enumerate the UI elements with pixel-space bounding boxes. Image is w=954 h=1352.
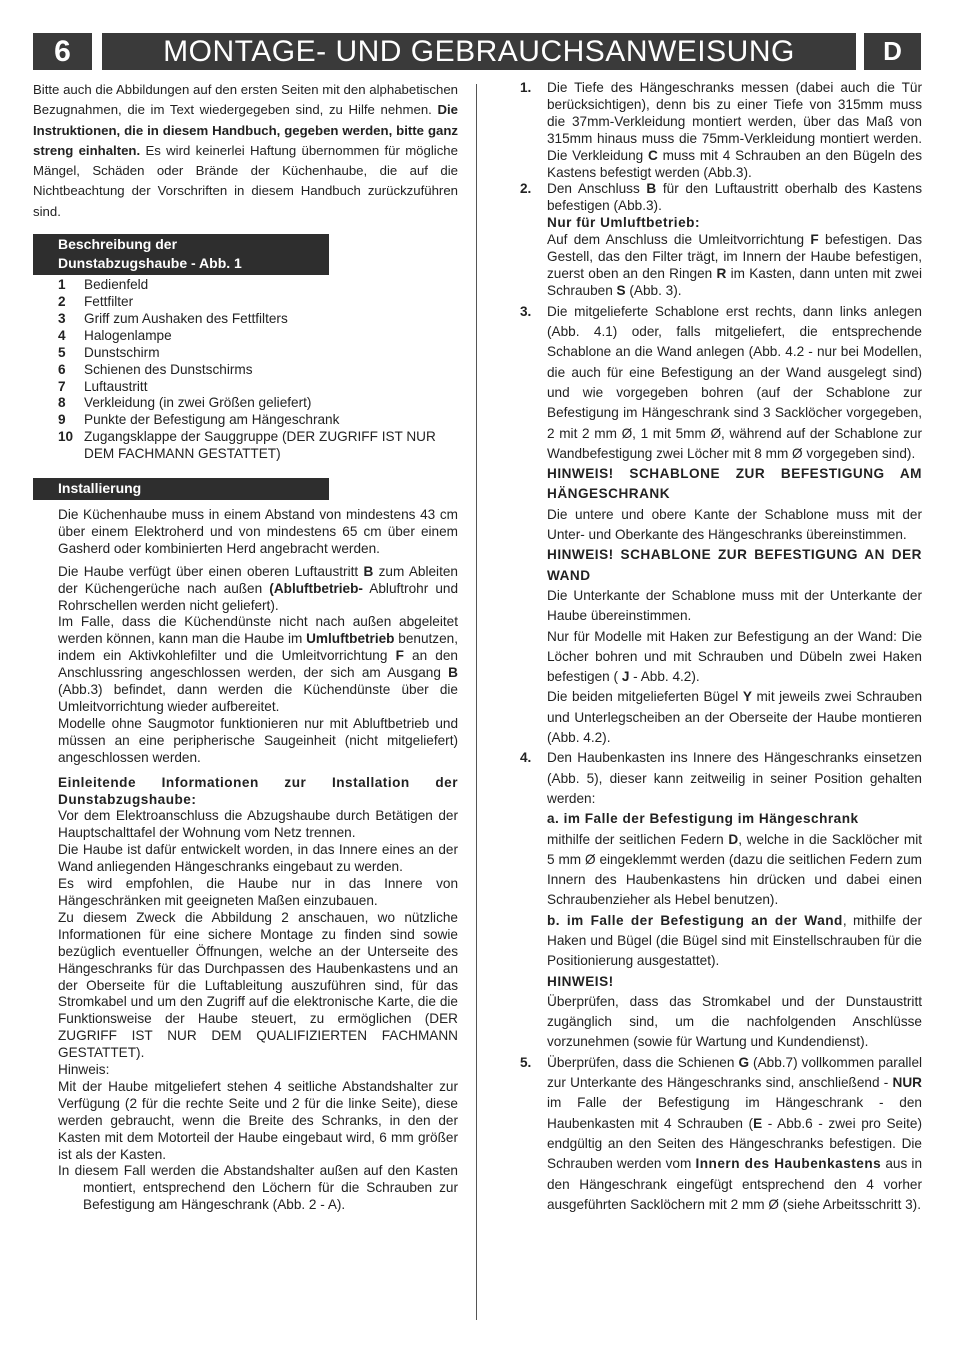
step-4-case-a: a. im Falle der Befestigung im Hängeschrank [547, 811, 859, 827]
description-heading-line1: Beschreibung der [58, 236, 178, 253]
prelim-paragraph-4: Zu diesem Zweck die Abbildung 2 anschauen, wo nützliche Informationen für eine sichere Montage zu finden sind sowie bezüglich eventueller Öffnungen, welche an der Unterseite des Hängeschranks für das Durchpassen des Haubenkastens und an der Oberseite für die Luftableitung auszuführen sind, für das Stromkabel und um den Zugriff auf die elektronische Karte, die die Funktionsweise der Haube steuert, zu ermöglichen (DER ZUGRIFF IST NUR DEM QUALIFIZIERTEN FACHMANN GESTATTET). [58, 909, 458, 1061]
step-number: 5. [520, 1054, 532, 1070]
prelim-paragraph-3: Es wird empfohlen, die Haube nur in das Innere von Hängeschränken mit geeigneten Maßen einzubauen. [58, 876, 458, 908]
prelim-paragraph-2: Die Haube ist dafür entwickelt worden, in das Innere eines an der Wand anliegenden Hängeschranks eingebaut zu werden. [58, 842, 458, 875]
list-item: 8 Verkleidung (in zwei Größen geliefert) [58, 395, 312, 411]
list-item: 5 Dunstschirm [58, 344, 160, 360]
prelim-paragraph-5: Mit der Haube mitgeliefert stehen 4 seitliche Abstandshalter zur Verfügung (2 für die rechte Seite und 2 für die linke Seite), diese werden gebraucht, wenn die Breite des Schranks, in den der Kasten mit dem Motorteil der Haube eingebaut wird, 6 mm größer ist als der Kasten. [58, 1078, 458, 1162]
install-paragraph-1: Die Küchenhaube muss in einem Abstand von mindestens 43 cm über einem Elektroherd und von mindestens 65 cm über einem Gasherd oder kombinierten Herd angebracht werden. [58, 507, 458, 556]
prelim-paragraph-6: In diesem Fall werden die Abstandshalter außen auf den Kasten montiert, entsprechend den Löchern für die Schrauben zur Befestigung am Hängeschrank (Abb. 2 - A). [58, 1163, 458, 1213]
step-number: 4. [520, 750, 532, 766]
intro-text-a: Bitte auch die Abbildungen auf den ersten Seiten mit den alphabetischen Bezugnahmen, die im Text wiedergegeben sind, zu Hilfe nehmen. [33, 82, 458, 118]
prelim-heading: Einleitende Informationen zur Installation der Dunstabzugshaube: [58, 774, 458, 807]
step-3: 3. Die mitgelieferte Schablone erst rechts, dann links anlegen (Abb. 4.1) oder, falls mitgeliefert, die entsprechende Schablone an die Wand anlegen (Abb. 4.2 - nur bei Modellen, die auch für eine Befestigung an der Wand ausgelegt sind) und wie vorgegeben bohren (auf der Schablone zur Befestigung im Hängeschrank sind 3 Sacklöcher vorgegeben, 2 mit 2 mm Ø, 1 mit 5mm Ø, während auf der Schablone zur Wandbefestigung zwei Löcher mit 8 mm Ø vorgegeben sind). HINWEIS! SCHABLONE ZUR BEFESTIGUNG AM HÄNGESCHRANK Die untere und obere Kante der Schablone muss mit der Unter- und Oberkante des Hängeschranks übereinstimmen. HINWEIS! SCHABLONE ZUR BEFESTIGUNG AN DER WAND Die Unterkante der Schablone muss mit der Unterkante der Haube übereinstimmen. Nur für Modelle mit Haken zur Befestigung an der Wand: Die Löcher bohren und mit Schrauben und Dübeln zwei Haken befestigen ( J - Abb. 4.2). Die beiden mitgelieferten Bügel Y mit jeweils zwei Schrauben und Unterlegscheiben an der Oberseite der Haube montieren (Abb. 4.2). [520, 302, 922, 749]
step-number: 2. [520, 181, 532, 197]
prelim-hinweis: Hinweis: [58, 1062, 110, 1078]
page-title: MONTAGE- UND GEBRAUCHSANWEISUNG [102, 33, 856, 70]
list-item: 4 Halogenlampe [58, 327, 172, 343]
step-number: 3. [520, 303, 532, 319]
step-3-notice-1: HINWEIS! SCHABLONE ZUR BEFESTIGUNG AM HÄNGESCHRANK [547, 466, 922, 502]
column-divider [476, 84, 477, 1320]
step-number: 1. [520, 80, 532, 95]
prelim-paragraph-1: Vor dem Elektroanschluss die Abzugshaube durch Betätigen der Hauptschalttafel der Wohnung vom Netz trennen. [58, 808, 458, 841]
intro-text-bold: Die Instruktionen, die in diesem Handbuch, gegeben werden, bitte ganz streng einhalten. [33, 102, 458, 158]
intro-paragraph [33, 80, 458, 222]
list-item: 6 Schienen des Dunstschirms [58, 361, 253, 377]
step-1: 1. Die Tiefe des Hängeschranks messen (dabei auch die Tür berücksichtigen), denn bis zu einer Tiefe von 315mm muss die 37mm-Verkleidung montiert werden, über das Maß von 315mm hinaus muss die 75mm-Verkleidung montiert werden. Die Verkleidung C muss mit 4 Schrauben an den Bügeln des Kastens befestigt werden (Abb.3). [520, 80, 922, 180]
step-4-notice: HINWEIS! [547, 973, 614, 989]
install-paragraph-3: Im Falle, dass die Küchendünste nicht nach außen abgeleitet werden können, kann man die Haube im Umluftbetrieb benutzen, indem ein Aktivkohlefilter und die Umleitvorrichtung F an den Anschlussring angeschlossen werden, der sich am Ausgang B (Abb.3) befindet, dann werden die Küchendünste über die Umleitvorrichtung wieder aufbereitet. [58, 614, 458, 715]
install-paragraph-2: Die Haube verfügt über einen oberen Luftaustritt B zum Ableiten der Küchengerüche nach außen (Abluftbetrieb- Abluftrohr und Rohrschellen werden nicht geliefert). [58, 563, 459, 613]
install-section [58, 507, 458, 1214]
step-4-case-b: b. im Falle der Befestigung an der Wand [547, 912, 843, 928]
intro-text-c: Es wird keinerlei Haftung übernommen für mögliche Mängel, Schäden oder Brände der Küchenhaube, die auf die Nichtbeachtung der Vorschriften in diesem Handbuch zurückzuführen sind. [33, 142, 458, 219]
list-item: 1 Bedienfeld [58, 277, 149, 293]
description-heading-line2: Dunstabzugshaube - Abb. 1 [58, 255, 242, 272]
step-5: 5. Überprüfen, dass die Schienen G (Abb.7) vollkommen parallel zur Unterkante des Hängeschranks sind, anschließend - NUR im Falle der Befestigung im Hängeschrank - den Haubenkasten mit 4 Schrauben (E - Abb.6 - zwei pro Seite) endgültig an den Seiten des Hängeschranks befestigen. Die Schrauben werden vom Innern des Haubenkastens aus in den Hängeschrank eingefügt entsprechend den 4 vorher ausgeführten Sacklöchern mit 2 mm Ø (siehe Arbeitsschritt 3). [520, 1053, 922, 1215]
list-item: 10 Zugangsklappe der Sauggruppe (DER ZUGRIFF IST NUR DEM FACHMANN GESTATTET) [58, 429, 436, 462]
install-paragraph-4: Modelle ohne Saugmotor funktionieren nur mit Abluftbetrieb und müssen an eine peripherische Saugeinheit (nicht mitgeliefert) angeschlossen werden. [58, 715, 458, 765]
step-3-notice-2: HINWEIS! SCHABLONE ZUR BEFESTIGUNG AN DER WAND [547, 547, 922, 583]
step-2: 2. Den Anschluss B für den Luftaustritt oberhalb des Kastens befestigen (Abb.3). Nur für Umluftbetrieb: Auf dem Anschluss die Umleitvorrichtung F befestigen. Das Gestell, das den Filter trägt, im Innern der Haube befestigen, zuerst oben an den Ringen R im Kasten, dann unten mit zwei Schrauben S (Abb. 3). [520, 181, 923, 298]
left-column [33, 80, 458, 1214]
install-heading: Installierung [33, 478, 329, 500]
step-4: 4. Den Haubenkasten ins Innere des Hängeschranks einsetzen (Abb. 5), dieser kann zeitweilig in seiner Position gehalten werden: a. im Falle der Befestigung im Hängeschrank mithilfe der seitlichen Federn D, welche in die Sacklöcher mit 5 mm Ø eingeklemmt werden (dazu die seitlichen Federn zum Innern des Haubenkastens hin drücken und dabei einen Schraubenzieher als Hebel benutzen). b. im Falle der Befestigung an der Wand, mithilfe der Haken und Bügel (die Bügel sind mit Einstellschrauben für die Positionierung ausgestattet). HINWEIS! Überprüfen, dass das Stromkabel und der Dunstaustritt zugänglich sind, um die nachfolgenden Anschlüsse vorzunehmen (sowie für Wartung und Kundendienst). [520, 748, 922, 1052]
page-number: 6 [33, 33, 92, 70]
list-item: 2 Fettfilter [58, 293, 134, 309]
description-heading [33, 234, 329, 275]
step-2-subheading: Nur für Umluftbetrieb: [547, 215, 700, 231]
list-item: 3 Griff zum Aushaken des Fettfilters [58, 310, 288, 326]
parts-list [58, 277, 458, 463]
list-item: 7 Luftaustritt [58, 378, 148, 394]
right-column [520, 80, 922, 1215]
list-item: 9 Punkte der Befestigung am Hängeschrank [58, 412, 340, 428]
language-badge: D [864, 33, 921, 70]
